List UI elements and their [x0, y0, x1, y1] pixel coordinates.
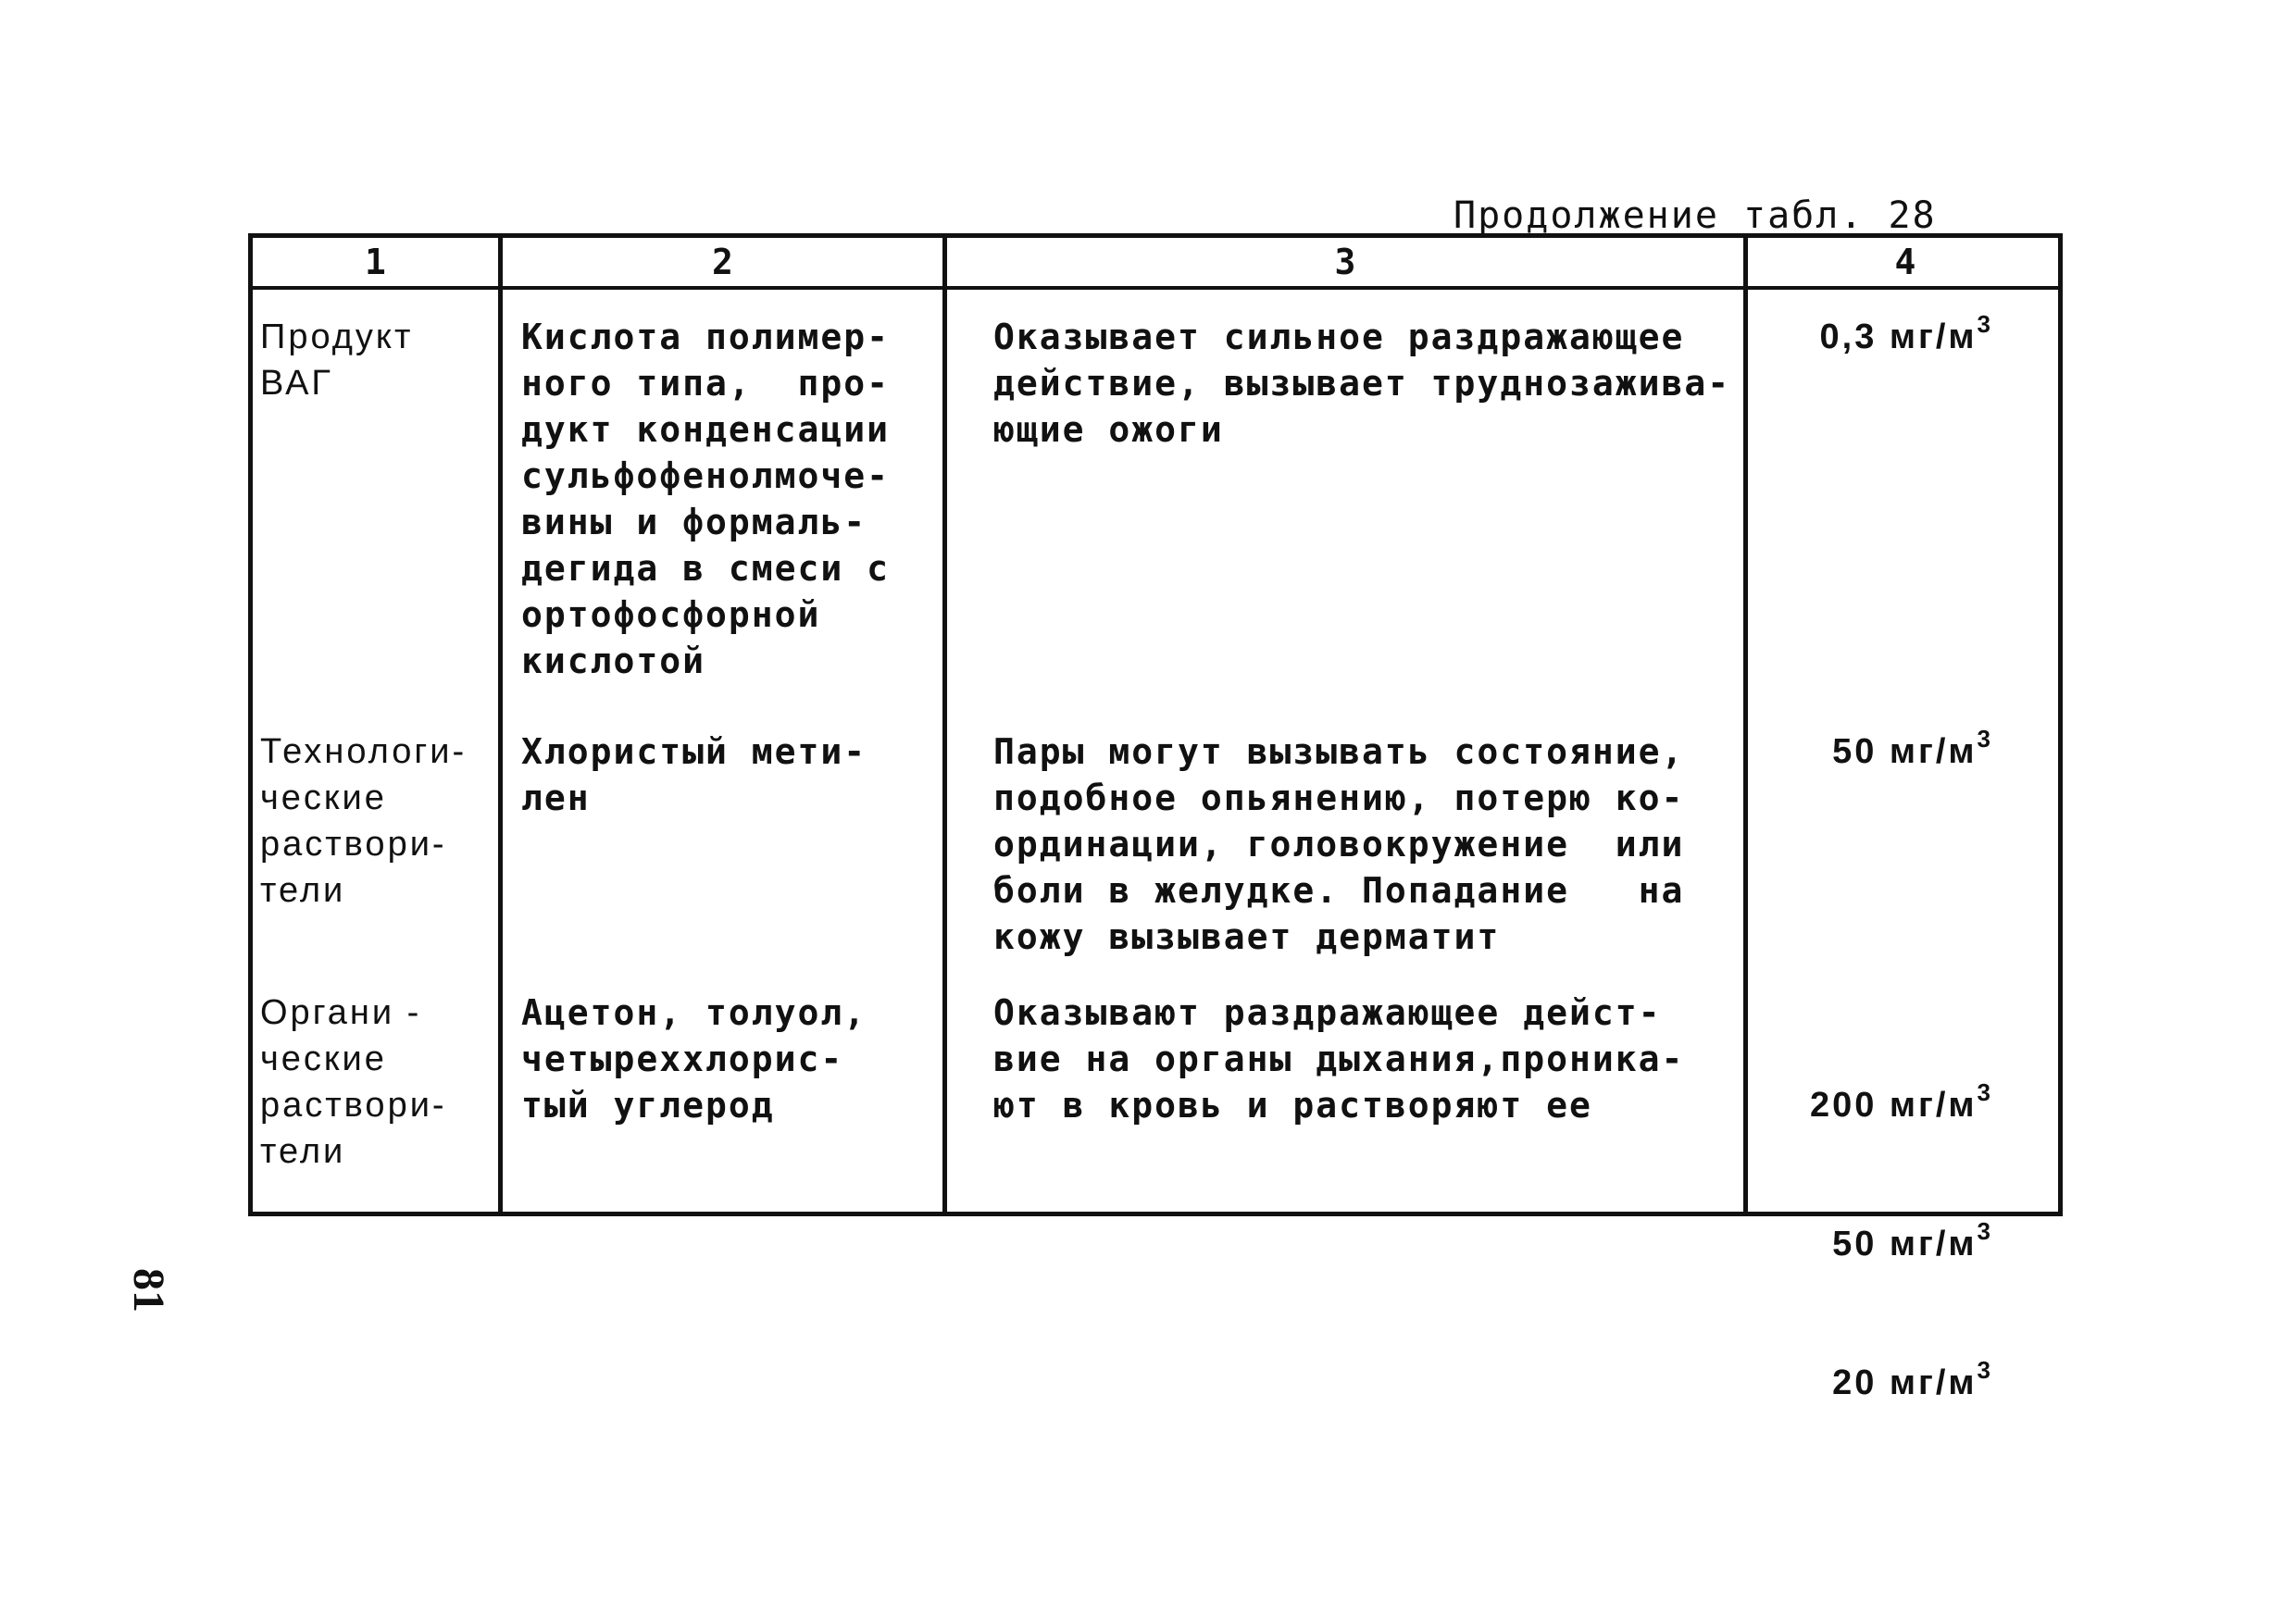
row3-limit-value: 50 мг/м [1832, 1225, 1978, 1263]
table-caption: Продолжение табл. 28 [1454, 194, 1937, 237]
row2-limit [1771, 725, 2049, 775]
row1-product: Продукт ВАГ [260, 317, 414, 403]
row3-limit-superscript: 3 [1977, 1078, 1993, 1106]
row2-limit-superscript: 3 [1977, 725, 1993, 753]
row3-limit [1771, 989, 2049, 1499]
row3-product: Органи - ческие раствори- тели [260, 993, 447, 1171]
row1-effect: Оказывает сильное раздражающее действие, вызывает труднозажива- ющие ожоги [993, 317, 1731, 450]
row1-composition: Кислота полимер- ного типа, про- дукт конденсации сульфофенолмоче- вины и формаль- дегида в смеси с ортофосфорной кислотой [521, 317, 891, 681]
row3-limit-superscript: 3 [1977, 1356, 1993, 1384]
row1-limit-value: 0,3 мг/м [1819, 317, 1978, 356]
row3-limit-value: 20 мг/м [1832, 1363, 1978, 1402]
row2-composition: Хлористый мети- лен [521, 731, 867, 818]
data-table [248, 233, 2063, 1402]
header-divider [253, 286, 2058, 290]
header-col-3: 3 [1334, 242, 1356, 282]
row3-limit-line [1771, 1078, 1993, 1128]
row1-limit [1771, 310, 2049, 360]
row1-limit-superscript: 3 [1977, 310, 1993, 338]
page-number: 81 [124, 1268, 173, 1313]
header-col-4: 4 [1894, 242, 1916, 282]
row3-limit-line [1771, 1217, 1993, 1267]
row3-composition: Ацетон, толуол, четыреххлорис- тый углерод [521, 992, 867, 1126]
row3-limit-value: 200 мг/м [1809, 1086, 1978, 1125]
row2-product: Технологи- ческие раствори- тели [260, 732, 468, 910]
header-col-2: 2 [712, 242, 733, 282]
row3-limit-line [1771, 1356, 1993, 1406]
header-col-1: 1 [365, 242, 386, 282]
row2-effect: Пары могут вызывать состояние, подобное опьянению, потерю ко- ординации, головокружение или боли в желудке. Попадание на кожу вызывает дерматит [993, 731, 1685, 957]
row3-effect: Оказывают раздражающее дейст- вие на органы дыхания,проника- ют в кровь и растворяют ее [993, 992, 1685, 1126]
row2-limit-value: 50 мг/м [1832, 732, 1978, 771]
row3-limit-superscript: 3 [1977, 1217, 1993, 1245]
